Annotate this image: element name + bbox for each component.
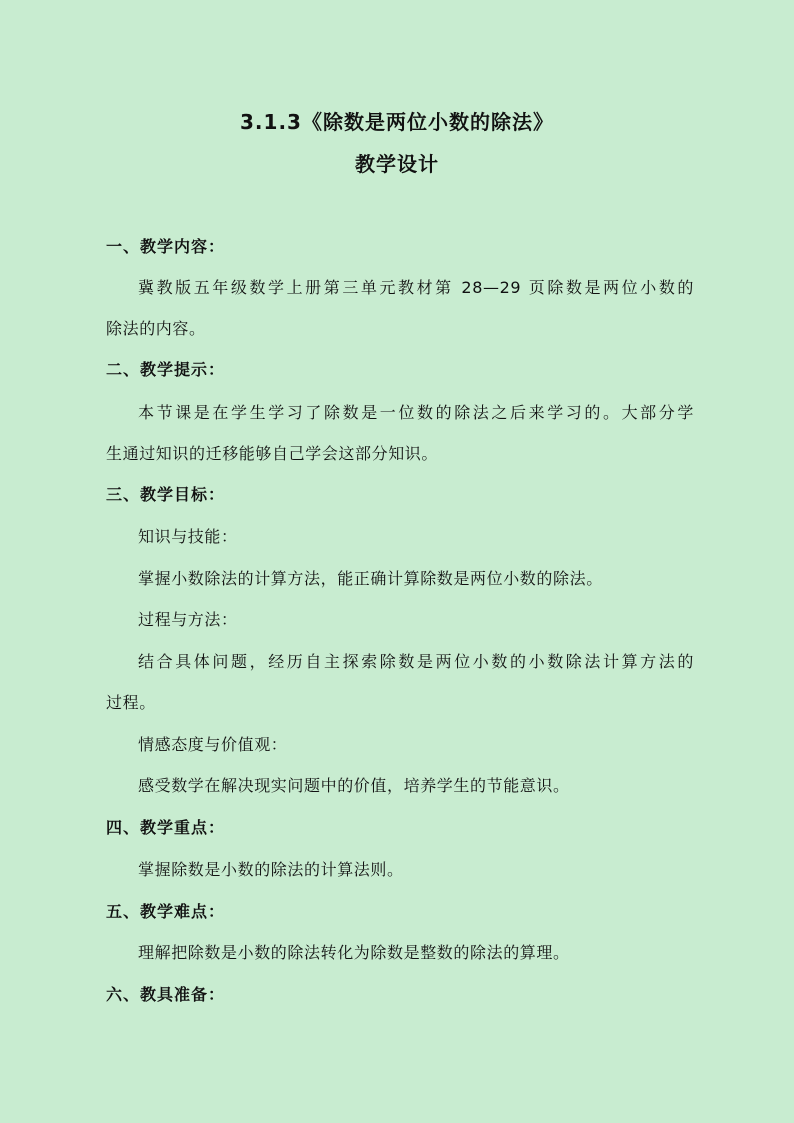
document-subtitle: 教学设计 [355,152,439,176]
hints-paragraph-line-1: 本节课是在学生学习了除数是一位数的除法之后来学习的。大部分学 [138,403,694,422]
goal-attitude-label: 情感态度与价值观： [138,735,288,754]
section-heading-materials: 六、教具准备： [106,985,226,1004]
section-heading-key-points: 四、教学重点： [106,818,226,837]
section-heading-difficulties: 五、教学难点： [106,902,226,921]
content-paragraph-line-2: 除法的内容。 [106,319,206,338]
goal-process-line-1: 结合具体问题，经历自主探索除数是两位小数的小数除法计算方法的 [138,652,694,671]
document-title: 3.1.3《除数是两位小数的除法》 [240,110,554,134]
goal-knowledge-label: 知识与技能： [138,527,238,546]
section-heading-content: 一、教学内容： [106,237,226,256]
goal-attitude-text: 感受数学在解决现实问题中的价值，培养学生的节能意识。 [138,776,570,795]
key-points-text: 掌握除数是小数的除法的计算法则。 [138,860,404,879]
goal-knowledge-text: 掌握小数除法的计算方法，能正确计算除数是两位小数的除法。 [138,569,603,588]
section-heading-goals: 三、教学目标： [106,485,226,504]
goal-process-line-2: 过程。 [106,693,156,712]
difficulties-text: 理解把除数是小数的除法转化为除数是整数的除法的算理。 [138,943,570,962]
content-paragraph-line-1: 冀教版五年级数学上册第三单元教材第 28—29 页除数是两位小数的 [138,278,694,297]
goal-process-label: 过程与方法： [138,610,238,629]
hints-paragraph-line-2: 生通过知识的迁移能够自己学会这部分知识。 [106,444,439,463]
section-heading-hints: 二、教学提示： [106,360,226,379]
